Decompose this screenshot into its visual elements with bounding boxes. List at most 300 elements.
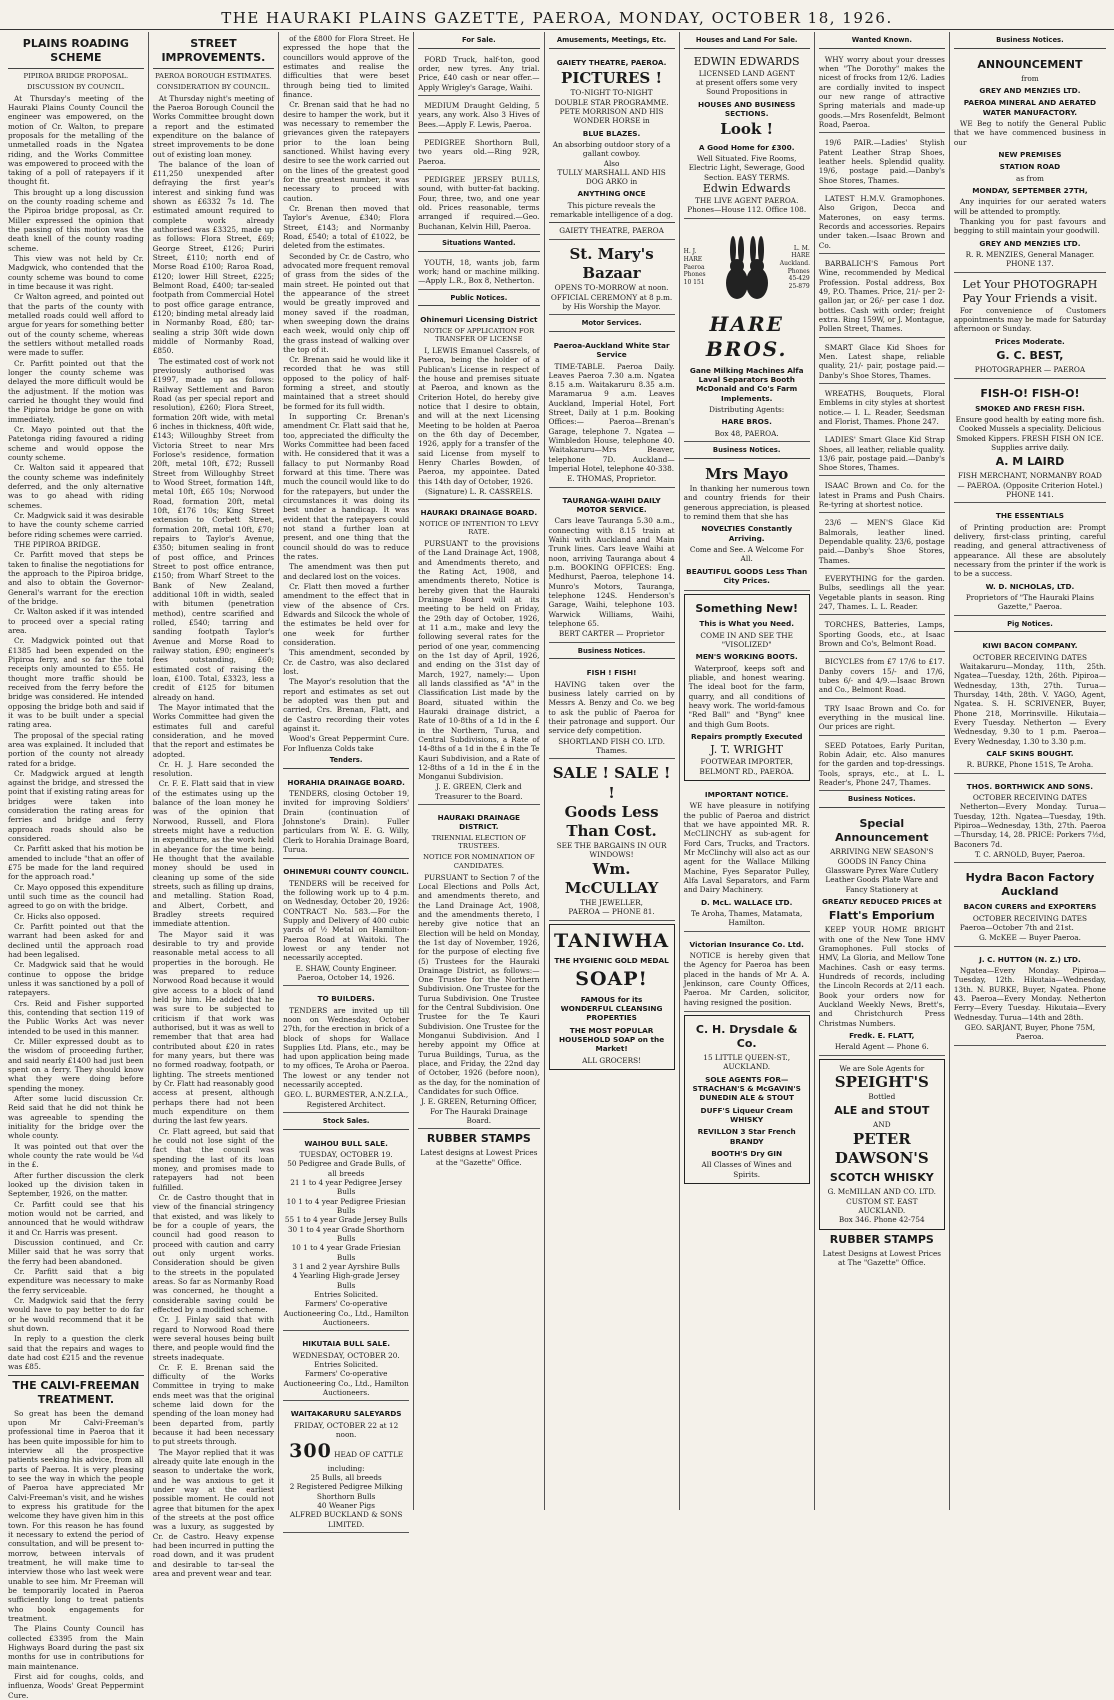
speights-bottled: Bottled <box>868 1092 896 1102</box>
paragraph: The Mayor intimated that the Works Committee had given the estimates full and careful consideration, and he moved that the report and estimates be adopted. <box>152 702 275 759</box>
taniwha-title: TANIWHA <box>553 929 670 952</box>
classified-ad: 19/6 PAIR.—Ladies' Stylish Patent Leather Strap Shoes, leather heels. Splendid quality. 19/6, postage paid.—Danby's Shoe Stores, Thames. <box>819 135 945 189</box>
motor-ad <box>549 335 675 488</box>
grey-phone: PHONE 137. <box>1006 259 1054 269</box>
motor-proprietor: E. THOMAS, Proprietor. <box>566 474 657 484</box>
fish-text: HAVING taken over the business lately carried on by Messrs A. Benzy and Co. we beg to ask the public of Paeroa for their patronage and support. Our service defy competition. <box>548 679 675 736</box>
paragraph: Cr Walton agreed, and pointed out that the parts of the county with metalled roads could well afford to argue for years for something better out of the county scheme, whereas the settlers without metalled roads were made to suffer. <box>8 292 144 358</box>
agent-offer: at present offers some very Sound Propositions in <box>696 78 798 97</box>
photo-heading: Let Your PHOTOGRAPH Pay Your Friends a visit. <box>962 277 1098 305</box>
pig-company: J. C. HUTTON (N. Z.) LTD. <box>979 954 1081 964</box>
sale-auctioneer: Farmers' Co-operative Auctioneering Co., Ltd., Hamilton Auctioneers. <box>283 1299 409 1328</box>
insurance-notice <box>684 934 810 1012</box>
sale-ad <box>549 761 675 920</box>
also-label: Also <box>603 158 620 168</box>
jeweller-phone: PAEROA — PHONE 81. <box>568 907 655 917</box>
soap-popular: THE MOST POPULAR HOUSEHOLD SOAP on the Market! <box>558 1025 665 1054</box>
grey-monday: MONDAY, SEPTEMBER 27TH, <box>972 186 1088 196</box>
pig-dates: Waitakaruru—Monday, 11th, 25th. Ngatea—Tuesday, 12th, 26th. Pipiroa—Wednesday, 13th, 27th. Turua—Thursday, 14th, 28th. V. YAGO, Agent, Ngatea. S. H. SCRIVENER, Buyer, Phone 218, Morrinsville. Hikutaia—Every Tuesday. Netherton — Every Wednesday, 9.30 to 1 p.m. Paeroa—Every Wednesday, 1.30 to 3.30 p.m. <box>953 661 1106 746</box>
calf-skins: CALF SKINS BOUGHT. <box>986 748 1074 758</box>
fish-title: FISH ! FISH! <box>586 668 637 678</box>
section-label: Tenders. <box>283 754 409 769</box>
flatt-ad <box>819 811 945 1055</box>
grey-orders: Any inquiries for our aerated waters will be attended to promptly. <box>953 197 1106 216</box>
pig-dates: Ngatea—Every Monday. Pipiroa—Tuesday, 12th. Hikutaia—Wednesday, 13th. N. BURKE, Buyer, Ngatea. Phone 43. Paeroa—Every Monday. Netherton Ferry—Every Tuesday. Hikutaia—Every Wednesday. Turua—14th and 28th. <box>953 965 1106 1022</box>
paragraph: THE PIPIROA BRIDGE. <box>14 539 101 549</box>
column-3 <box>279 32 414 1529</box>
pig-notice <box>954 949 1106 1046</box>
drysdale-ad <box>684 1015 810 1184</box>
paragraph: Cr. F. E. Brenan said the difficulty of the Works Committee in trying to make ends meet was that the original scheme laid down for the spending of the loan money had been departed from, partly because it had been necessary to put streets through. <box>152 1362 275 1447</box>
boots-repairs: Repairs promptly Executed <box>690 731 803 741</box>
agent-houses: HOUSES AND BUSINESS SECTIONS. <box>698 99 796 119</box>
sale-title: WAITAKARURU SALEYARDS <box>290 1409 402 1419</box>
bazaar-ceremony: OFFICIAL CEREMONY at 8 p.m. by His Worship the Mayor. <box>550 292 673 311</box>
stamps-ad-title: RUBBER STAMPS <box>829 1232 934 1246</box>
drysdale-revillon: REVILLON 3 Star French BRANDY <box>697 1127 796 1146</box>
mayo-ad <box>684 462 810 591</box>
hare-paeroa: H. J. HARE Paeroa Phones 10 151 <box>683 248 706 287</box>
film-desc: An absorbing outdoor story of a gallant cowboy. <box>552 139 671 159</box>
article-subhead: PIPIROA BRIDGE PROPOSAL. <box>23 72 129 81</box>
paragraph: Cr. Brenan then moved that Taylor's Avenue, £340; Flora Street, £143; and Normanby Road, £540; a total of £1022, be deleted from the estimates. <box>283 203 410 251</box>
dawson-title: PETER DAWSON'S <box>834 1129 929 1167</box>
mayo-welcome: Come and See. A Welcome For All. <box>689 544 804 564</box>
classified-ad: TORCHES, Batteries, Lamps, Sporting Goods, etc., at Isaac Brown and Co's, Belmont Road. <box>819 617 945 652</box>
sale-bargains: SEE THE BARGAINS IN OUR WINDOWS! <box>556 841 667 860</box>
paragraph: Cr. Parfitt could see that his motion would not be carried, and announced that he would withdraw it and Cr. Harris was present. <box>8 1199 144 1237</box>
paragraph: The proposal of the special rating area was explained. It included that portion of the county not already rated for a bridge. <box>8 730 144 768</box>
motor-timetable: TIME-TABLE. Paeroa Daily. Leaves Paeroa 7.30 a.m. Ngatea 8.15 a.m. Waitakaruru 8.35 a.m. Maramarua 9 a.m. Leaves Auckland, Imperial Hotel, Fort Street, Daily at 1 p.m. Booking Offices:— Paeroa—Brenan's Garage, telephone 7. Ngatea — Wimbledon House, telephone 40. Waitakaruru—Mrs Beaver, telephone 7D. Auckland—Imperial Hotel, telephone 40-338. <box>548 361 675 474</box>
paragraph: Cr. Madgwick said it was desirable to have the county scheme carried before riding schemes were carried. <box>8 510 144 539</box>
film-credit: PETE MORRISON AND HIS WONDER HORSE in <box>559 106 664 126</box>
paragraph: of the £800 for Flora Street. He expressed the hope that the councillors would approve of the estimates and realise the difficulties that were beset through being tied to limited finance. <box>283 34 410 99</box>
photo-name: G. C. BEST, <box>996 349 1064 363</box>
speights-sole: We are Sole Agents for <box>839 1063 925 1073</box>
column-8 <box>950 32 1110 1510</box>
tender-text: TENDERS are invited up till noon on Wednesday, October 27th, for the erection in brick of a block of shops for Wallace Supplies Ltd. Plans, etc., may be had upon application being made to my offices, Te Aroha or Paeroa. The lowest or any tender not necessarily accepted. <box>283 1005 410 1090</box>
nicholas-name: W. D. NICHOLAS, LTD. <box>985 581 1075 591</box>
pig-notice <box>954 865 1106 946</box>
pig-dates-heading: OCTOBER RECEIVING DATES <box>972 652 1087 662</box>
tonight-label: TO-NIGHT TO-NIGHT <box>570 88 653 98</box>
paragraph: Cr. F. E. Flatt said that in view of the estimates using up the balance of the loan money he was of the opinion that Norwood, Russell, and Flora streets might have a reduction in expenditure, as the work held in abeyance for the time being. He thought that the available money should be used in cleaning up some of the side streets, such as filling up drains, and metalling. Station Road, and Albert, Corbett, and Bradley streets required immediate attention. <box>152 779 275 929</box>
film-credit: TULLY MARSHALL AND HIS DOG ARKO in <box>557 167 666 187</box>
speights-and: AND <box>873 1120 891 1130</box>
grey-mineral: PAEROA MINERAL AND AERATED WATER MANUFACTORY. <box>963 98 1097 117</box>
public-notice <box>418 309 539 500</box>
paragraph: Cr. J. Finlay said that with regard to Norwood Road there were several houses being built there, and people would find the streets inadequate. <box>152 1315 275 1362</box>
paragraph: Cr. Madgwick said that the ferry would have to pay better to do far or he would recommend that it be shut down. <box>8 1295 144 1333</box>
paragraph: First aid for coughs, colds, and influenza, Woods' Great Peppermint Cure. <box>8 1671 144 1700</box>
classified-ad: BARBALICH'S Famous Port Wine, recommended by Medical Profession. Postal address, Box 49, P.O. Thames. Price, 21/- per 2-gallon jar, or 26/- per case 1 doz. bottles. Cash with order; freight extra. Ring 159W, or J. Montague, Pollen Street, Thames. <box>819 256 945 338</box>
flatt-arriving: ARRIVING NEW SEASON'S GOODS IN Fancy China Glassware Pyrex Ware Cutlery Leather Goods Plate Ware and Fancy Stationery at <box>825 847 939 894</box>
section-label: Business Notices. <box>684 444 810 459</box>
paragraph: After further discussion the clerk looked up the division taken in September, 1926, on the matter. <box>8 1170 144 1199</box>
sale-item: 25 Bulls, all breeds <box>310 1472 382 1482</box>
sale-title: SALE ! SALE ! ! <box>552 764 671 802</box>
column-1 <box>4 32 149 1700</box>
announce-from: from <box>1021 73 1039 83</box>
pig-notice <box>954 635 1106 773</box>
section-label: For Sale. <box>418 34 539 49</box>
paragraph: Cr. Parfitt said that a big expenditure was necessary to make the ferry serviceable. <box>8 1266 144 1295</box>
paragraph: Cr. Parfitt pointed out that the longer the county scheme was delayed the more difficult would be the adjustment. If the motion was carried he thought they would find the Pipiroa bridge be gone on with immediately. <box>8 358 144 424</box>
notice-title: IMPORTANT NOTICE. <box>704 790 789 800</box>
sale-date: WEDNESDAY, OCTOBER 20. <box>292 1350 400 1360</box>
paragraph: Cr. Parfitt moved that steps be taken to finalise the negotiations for the approach to the Pipiroa bridge, and also to obtain the Governor-General's warrant for the erection of the bridge. <box>8 550 144 606</box>
hare-auckland: L. M. HARE Auckland. Phones 45-429 25-879 <box>779 244 811 290</box>
theatre-name: GAIETY THEATRE, PAEROA. <box>556 57 667 67</box>
article-body <box>8 1409 144 1700</box>
grey-manager: R. R. MENZIES, General Manager. <box>965 250 1095 260</box>
speights-ad <box>819 1059 945 1230</box>
paragraph: The Mayor said it was desirable to try and provide reasonable metal access to all properties in the borough. He was prepared to reduce Norwood Road because it would give access to a block of land held by him. He added that he was sure to be subjected to criticism if that work was authorised, but it was as well to remember that that area had contributed about £20 in rates for many years, but there was no formed roadway, footpath, or lighting. The streets mentioned by Cr. Flatt had reasonably good access at present, although perhaps there had not been much expenditure on them during the last few years. <box>152 929 275 1126</box>
paragraph: It was pointed out that over the whole county the rate would be ¼d in the £. <box>8 1141 144 1170</box>
stamps-ad-text: Latest designs at Lowest Prices at the "Gazette" Office. <box>420 1148 538 1167</box>
classified-ad: SEED Potatoes, Early Puritan, Robin Adair, etc. Also manures for the garden and top-dressings. Tools, sprays, etc., at L. L. Reader's, Phone 247, Thames. <box>819 738 945 792</box>
paragraph: After some lucid discussion Cr. Reid said that he did not think he was agreeable to spending the initiality for the bridge over the whole county. <box>8 1093 144 1141</box>
essentials-heading: THE ESSENTIALS <box>995 511 1064 521</box>
paragraph: So great has been the demand upon Mr Calvi-Freeman's professional time in Paeroa that it has been quite impossible for him to interview all the prospective patients seeking his advice, from all parts of Paeroa. It is very pleasing to see the way in which the people of Paeroa have appreciated Mr Calvi-Freeman's visit, and he wishes to express his gratitude for the welcome they have given him in this town. For this reason he has found it necessary to extend the period of consultation, and will be present to-morrow, between intervals of treatment, he will make time to interview those who last week were unable to see him. Mr Freeman will be temporarily located in Paeroa sufficiently long to treat patients who book engagements for treatment. <box>8 1408 144 1623</box>
classified-ad: 23/6 — MEN'S Glace Kid Balmorals, leather lined. Dependable quality. 23/6, postage paid.—Danby's Shoe Stores, Thames. <box>819 515 945 569</box>
photo-prices: Prices Moderate. <box>995 336 1065 346</box>
hare-products: Gane Milking Machines Alfa Laval Separators Booth McDonald and Co's Farm Implements. <box>689 365 804 403</box>
fish-heading: FISH-O! FISH-O! <box>980 386 1080 400</box>
drysdale-classes: All Classes of Wines and Spirits. <box>701 1160 792 1179</box>
drysdale-agents: SOLE AGENTS FOR— STRACHAN'S & McGAVIN'S DUNEDIN ALE & STOUT <box>692 1074 801 1103</box>
article-body <box>283 34 409 753</box>
paragraph: Cr. Brenan said that he had no desire to hamper the work, but it was necessary to remember the grievances given the ratepayers prior to the loan being sanctioned. Whilst having every desire to see the work carried out on the lines of the greatest good for the greatest number, it was necessary to proceed with caution. <box>283 100 410 203</box>
land-agent-ad <box>684 52 810 219</box>
motor-proprietor: BERT CARTER — Proprietor <box>558 629 665 639</box>
sale-item: 40 Weaner Pigs <box>317 1500 375 1510</box>
section-label: Situations Wanted. <box>418 237 539 252</box>
classified-ad: ISAAC Brown and Co. for the latest in Prams and Push Chairs. Re-tyring at shortest notice. <box>819 478 945 513</box>
sale-goods: Goods Less Than Cost. <box>564 802 659 840</box>
soap-famous: FAMOUS for its WONDERFUL CLEANSING PROPERTIES <box>560 994 663 1023</box>
tender-notice <box>283 861 409 986</box>
cattle-count: 300 <box>289 1440 332 1463</box>
hare-logo-icon <box>717 228 777 308</box>
paragraph: The amendment was then put and declared lost on the voices. <box>283 562 410 581</box>
grey-beg: WE Beg to notify the General Public that we have commenced business in our <box>953 119 1106 147</box>
paragraph: The estimated cost of work not previously authorised was £1997, made up as follows: Railway Settlement and Baron Road (as per special report and resolution), £260; Flora Street, formation 20ft wide, with metal 6 inches in thickness, 40ft wide, £143; Willoughby Street from Victoria Street to near Mrs Forlose's residence, formation 20ft, metal 10ft, £72; Russell Street from Willoughby Street to Wood Street, formation 14ft, metal 10ft, £65 10s; Norwood Road, formation 20ft, metal 10ft, £176 10s; King Street extension to Corbett Street, formation 20ft, metal 10ft, £70; repairs to Taylor's Avenue, £350; bitumen sealing in front of post office, and Princes Street to post office entrance, £150; from Wharf Street to the Bank of New Zealand, additional 10ft in width, sealed with bitumen (penetration method), centre scarified and rolled, £540; tarring and sanding footpath Taylor's Avenue and Morse Road to railway station, £90; engineer's fees outstanding, £60; estimated cost of raising the loan, £100. Total, £3323, less a credit of £125 for bitumen already on hand. <box>152 356 275 702</box>
divider <box>8 68 144 69</box>
boots-ad <box>684 594 810 781</box>
section-label: Business Notices. <box>819 793 945 808</box>
stock-sale <box>283 1133 409 1332</box>
paragraph: Cr. Flatt agreed, but said that he could not lose sight of the fact that the council was spending the last of its loan money, and promises made to ratepayers had not been fulfilled. <box>152 1126 275 1192</box>
column-4 <box>414 32 544 1510</box>
tender-signature: E. SHAW, County Engineer. Paeroa, October 14, 1926. <box>295 963 397 982</box>
boots-visolized: COME IN AND SEE THE "VISOLIZED" <box>700 630 793 650</box>
pig-dates-heading: OCTOBER RECEIVING DATES <box>972 913 1087 923</box>
motor-ad <box>549 490 675 643</box>
home-details: Well Situated. Five Rooms, Electric Light, Sewerage, Good Section. EASY TERMS. <box>688 153 805 182</box>
hare-bros-ad <box>684 221 810 442</box>
mayo-text: In thanking her numerous town and country friends for their generous appreciation, is pleased to remind them that she has <box>683 484 810 521</box>
pig-company: KIWI BACON COMPANY. <box>982 641 1078 651</box>
column-2 <box>149 32 279 1579</box>
classified-ad: TRY Isaac Brown and Co. for everything in the musical line. Our prices are right. <box>819 701 945 736</box>
pictures-heading: PICTURES ! <box>561 69 663 88</box>
boots-address: FOOTWEAR IMPORTER, BELMONT RD., PAEROA. <box>699 757 794 776</box>
sale-item: 3 1 and 2 year Ayrshire Bulls <box>292 1262 400 1272</box>
notice-title: Victorian Insurance Co. Ltd. <box>689 939 804 949</box>
section-label: Motor Services. <box>549 317 675 332</box>
section-label: Business Notices. <box>954 34 1106 49</box>
motor-timetable: Cars leave Tauranga 5.30 a.m., connecting with 8.15 train at Waihi with Auckland and Main Trunk lines. Cars leave Waihi at noon, arriving Tauranga about 4 p.m. BOOKING OFFICES: Eng. Medhurst, Paeroa, telephone 14. Munro's Motors, Tauranga, telephone 124S. Henderson's Garage, Waihi, telephone 103. Warwick Williams, Waihi, telephone 65. <box>548 516 675 629</box>
notice-company: D. McL. WALLACE LTD. <box>701 897 793 907</box>
tender-text: TENDERS will be received for the following work up to 4 p.m. on Wednesday, October 20, 1926: CONTRACT No. 583.—For the Supply and Delivery of 400 cubic yards of ½ Metal on Hamilton-Paeroa Road at Waitoki. The lowest or any tender not necessarily accepted. <box>283 878 410 963</box>
mayo-novelties: NOVELTIES Constantly Arriving. <box>701 524 793 543</box>
motor-title: Paeroa-Auckland White Star Service <box>553 340 670 360</box>
tender-signature: GEO. L. BURMESTER, A.N.Z.I.A., Registered Architect. <box>284 1090 409 1109</box>
film-title: BLUE BLAZES. <box>582 128 641 138</box>
stamps-ad-title: RUBBER STAMPS <box>426 1132 531 1146</box>
paragraph: Seconded by Cr. de Castro, who advocated more frequent removal of grass from the sides of the main street. He pointed out that the appearance of the street would be greatly improved and money saved if the roadman, when sweeping down the drains each week, would only chip off the grass instead of walking over the top of it. <box>283 251 410 354</box>
something-new: Something New! <box>695 602 799 616</box>
sale-item: 50 Pedigree and Grade Bulls, of all breeds <box>287 1159 406 1178</box>
notice-signature: J. E. GREEN, Returning Officer, For The Hauraki Drainage Board. <box>420 1097 537 1126</box>
paragraph: Discussion continued, and Cr. Miller said that he was sorry that the ferry had been abandoned. <box>8 1237 144 1266</box>
paragraph: In supporting Cr. Brenan's amendment Cr. Flatt said that he, too, appreciated the difficulty the Works Committee had been faced with. He considered that it was a fallacy to put Normanby Road forward at this time. There was much the council would like to do for the ratepayers, but under the circumstances it was doing its best under a handicap. It was evident that the ratepayers could not stand a further loan at present, and one thing that the council should do was to reduce the rates. <box>283 412 410 562</box>
notice-text: WE have pleasure in notifying the public of Paeroa and district that we have appointed MR. R. McCLINCHY as sub-agent for Ford Cars, Trucks, and Tractors. Mr McClinchy will also act as our agent for the Wallace Milking Machine, Fyes Separator Pulley, Alfa Laval Separators, and Farm and Dairy Machinery. <box>683 801 810 895</box>
printing-ad <box>954 505 1106 615</box>
notice-subtitle: NOTICE FOR NOMINATION OF CANDIDATES. <box>423 853 535 870</box>
masthead: THE HAURAKI PLAINS GAZETTE, PAEROA, MONDAY, OCTOBER 18, 1926. <box>0 0 1114 30</box>
classified-ad: EVERYTHING for the garden. Bulbs, seedlings all the year. Vegetable plants in season. Ring 247, Thames. L. L. Reader. <box>819 571 945 615</box>
bazaar-ad <box>549 242 675 315</box>
notice-signature: (Signature) L. R. CASSRELS. <box>425 486 533 496</box>
article-body <box>8 94 144 1372</box>
paragraph: Cr. Parfitt pointed out that the warrant had been asked for and declined until the approach road had been legalised. <box>8 922 144 960</box>
paragraph: Cr. Miller expressed doubt as to the wisdom of proceeding further, and said nearly £1400 had just been spent on a ferry. They should know what they were doing before spending the money. <box>8 1037 144 1093</box>
photo-text: For convenience of Customers appointments may be made for Saturday afternoon or Sunday. <box>953 305 1106 334</box>
grey-station: STATION ROAD <box>999 162 1061 172</box>
speights-ale: ALE and STOUT <box>834 1104 930 1118</box>
sale-item: 2 Registered Pedigree Milking Shorthorn Bulls <box>289 1482 403 1501</box>
classified-ad: LATEST H.M.V. Gramophones. Also Grigon, Decca and Materones, on easy terms. Records and accessories. Repairs under taken.—Isaac Brown and Co. <box>819 191 945 254</box>
drysdale-booth: BOOTH'S Dry GIN <box>711 1149 783 1159</box>
classified-ad: PEDIGREE Shorthorn Bull, two years old.—Ring 92R, Paeroa. <box>418 135 539 170</box>
fish-ad <box>549 662 675 759</box>
sale-item: including: <box>327 1463 365 1473</box>
article-headline: PLAINS ROADING SCHEME <box>22 37 129 65</box>
paragraph: Crs. Reid and Fisher supported this, contending that section 119 of the Public Works Act was never intended to be used in this manner. <box>8 998 144 1036</box>
notice-text: I, LEWIS Emanuel Cassrels, of Paeroa, being the holder of a Publican's License in respect of the house and premises situate at Paeroa, and known as the Criterion Hotel, do hereby give notice that I desire to obtain, and will at the next Licensing Meeting to be holden at Paeroa on the 6th day of December, 1926, apply for a transfer of the said License from myself to Henry Charles Bowden, of Paeroa, my appointee. Dated this 14th day of October, 1926. <box>418 346 540 486</box>
notice-subtitle: NOTICE OF INTENTION TO LEVY RATE. <box>419 519 539 537</box>
section-label: Houses and Land For Sale. <box>684 34 810 49</box>
notice-text: PURSUANT to Section 7 of the Local Elections and Polls Act, and amendments thereto, and the Land Drainage Act, 1908, and the amendments thereto, I hereby give notice that an Election will be held on Monday, the 1st day of November, 1926, for the purpose of electing five (5) Trustees for the Hauraki Drainage District, as follows:— One Trustee for the Northern Subdivision. One Trustee for the Turua Subdivision. One Trustee for the Central Subdivision. One Trustee for the Te Kauri Subdivision. One Trustee for the Monganui Subdivision. And I hereby appoint my Office at Turua Buildings, Turua, as the place, and Friday, the 22nd day of October, 1926 (before noon), as the day, for the nomination of Candidates for such Office. <box>418 872 540 1097</box>
grey-name: GREY AND MENZIES LTD. <box>979 238 1081 248</box>
agent-phones: Phones—House 112. Office 108. <box>687 205 807 215</box>
grey-asfrom: as from <box>1015 173 1044 183</box>
section-label: Wanted Known. <box>819 34 945 49</box>
tender-title: HORAHIA DRAINAGE BOARD. <box>287 777 405 787</box>
taniwha-sub: THE HYGIENIC GOLD MEDAL <box>554 956 669 966</box>
speights-title: SPEIGHT'S <box>834 1072 929 1091</box>
column-7 <box>815 32 950 1510</box>
section-label: Business Notices. <box>549 645 675 660</box>
boots-text: Waterproof, keeps soft and pliable, and honest wearing. The ideal boot for the farm, quarry, and all conditions of heavy work. The world-famous "Red Ball" and "Byng" knee and thigh Gum Boots. <box>688 663 805 729</box>
agent-name: Edwin Edwards <box>702 181 791 195</box>
drysdale-address: 15 LITTLE QUEEN-ST., AUCKLAND. <box>703 1053 791 1072</box>
fish-company: SHORTLAND FISH CO. LTD. Thames. <box>558 736 665 755</box>
announce-heading: ANNOUNCEMENT <box>977 57 1083 71</box>
jeweller-name: Wm. McCULLAY <box>564 859 659 897</box>
drysdale-name: C. H. Drysdale & Co. <box>695 1022 798 1050</box>
notice-locations: Te Aroha, Thames, Matamata, Hamilton. <box>691 908 803 928</box>
pig-notice <box>954 776 1106 864</box>
sale-title: HIKUTAIA BULL SALE. <box>302 1339 391 1349</box>
paragraph: Cr. Flatt then moved a further amendment to the effect that in view of the absence of Crs. Edwards and Silcock the whole of the estimates be held over for one week for further consideration. <box>283 582 410 647</box>
pig-buyer: G. McKEE — Buyer Paeroa. <box>978 933 1081 943</box>
dawson-whisky: SCOTCH WHISKY <box>829 1171 934 1185</box>
flatt-herald: Herald Agent — Phone 6. <box>834 1042 929 1052</box>
boots-title: MEN'S WORKING BOOTS. <box>695 652 798 662</box>
mcmillan-address: CUSTOM ST. EAST AUCKLAND. <box>846 1196 918 1215</box>
sale-items <box>283 1159 409 1290</box>
classified-ad: WREATHS, Bouquets, Floral Emblems in city styles at shortest notice.— I. L. Reader, Seedsman and Florist, Thames. Phone 247. <box>819 386 945 430</box>
pig-dates-heading: OCTOBER RECEIVING DATES <box>972 792 1087 802</box>
article-subhead: DISCUSSION BY COUNCIL. <box>26 82 125 91</box>
theatre-name: GAIETY THEATRE, PAEROA <box>559 226 664 236</box>
tender-text: TENDERS, closing October 19, invited for improving Soldiers' Drain (continuation of Johnstone's Drain). Fuller particulars from W. E. G. Willy, Clerk to Horahia Drainage Board, Turua. <box>283 788 410 854</box>
notice-subtitle: NOTICE OF APPLICATION FOR TRANSFER OF LICENSE <box>423 326 535 344</box>
special-heading: Special Announcement <box>835 817 929 845</box>
flatt-name: Flatt's Emporium <box>828 909 935 923</box>
mcmillan-name: G. McMILLAN AND CO. LTD. <box>827 1187 937 1197</box>
mayo-name: Mrs Mayo <box>705 464 789 483</box>
public-notice <box>418 502 539 805</box>
grey-premises: NEW PREMISES <box>998 150 1062 160</box>
boots-seller: J. T. WRIGHT <box>710 743 784 757</box>
boots-want: This is What you Need. <box>699 619 795 629</box>
stock-sale <box>283 1333 409 1401</box>
sale-item: 55 1 to 4 year Grade Jersey Bulls <box>284 1215 408 1225</box>
hare-name: HARE BROS. <box>721 417 772 427</box>
sale-title: WAIHOU BULL SALE. <box>304 1138 388 1148</box>
article-headline: STREET IMPROVEMENTS. <box>161 37 266 65</box>
grey-name: GREY AND MENZIES LTD. <box>979 86 1081 96</box>
article-subhead: PAEROA BOROUGH ESTIMATES. <box>155 72 272 81</box>
classified-ad: PEDIGREE JERSEY BULLS, sound, with butter-fat backing. Four, three, two, and one year old. Prices reasonable, terms arranged if required.—Geo. Buchanan, Kelvin Hill, Paeroa. <box>418 172 539 235</box>
classified-ad: SMART Glace Kid Shoes for Men. Latest shape, reliable quality, 21/- pair, postage paid.—Danby's Shoe Stores, Thames. <box>819 340 945 384</box>
notice-title: Ohinemuri Licensing District <box>420 315 538 325</box>
section-label: Pig Notices. <box>954 618 1106 633</box>
notice-text: NOTICE is hereby given that the Agency for Paeroa has been placed in the hands of Mr A. A. Jenkinson, care County Offices, Paeroa. Mr Carden, solicitor, having resigned the position. <box>683 950 810 1007</box>
bazaar-title: St. Mary's Bazaar <box>569 244 654 282</box>
important-notice <box>684 784 810 932</box>
drysdale-duff: DUFF'S Liqueur Cream WHISKY <box>700 1105 793 1125</box>
taniwha-ad <box>549 924 675 1070</box>
programme-label: DOUBLE STAR PROGRAMME. <box>554 97 669 107</box>
sale-auctioneer: ALFRED BUCKLAND & SONS LIMITED. <box>289 1510 403 1529</box>
theatre-ad <box>549 52 675 240</box>
notice-signature: J. E. GREEN, Clerk and Treasurer to the Board. <box>435 782 523 801</box>
sale-item: 10 1 to 4 year Pedigree Friesian Bulls <box>286 1196 406 1216</box>
notice-subtitle: TRIENNIAL ELECTION OF TRUSTEES. <box>431 833 526 851</box>
public-notice <box>418 807 539 1129</box>
sale-items <box>283 1464 409 1511</box>
paragraph: Cr. Walton asked if it was intended to proceed over a special rating area. <box>8 607 144 635</box>
paragraph: This brought up a long discussion on the county roading scheme and the Pipiroa bridge proposal, as Cr. Miller expressed the opinion that the passing of this motion was the death knell of the county roading scheme. <box>8 187 144 253</box>
section-label: Public Notices. <box>418 292 539 307</box>
pig-company: Hydra Bacon Factory Auckland <box>965 871 1095 899</box>
paragraph: Cr. Madgwick said that he would continue to oppose the bridge unless it was sanctioned by a poll of ratepayers. <box>8 960 144 998</box>
classified-ad: WHY worry about your dresses when "The Dorothy" makes the nicest of frocks from 12/6. Ladies are cordially invited to inspect our new range of attractive Spring materials and made-up goods.—Mrs Rosenfeldt, Belmont Road, Paeroa. <box>819 52 945 134</box>
tender-notice <box>283 988 409 1113</box>
fish-ensure: Ensure good health by eating more fish. Cooked Mussels a speciality. Delicious Smoked Kippers. FRESH FISH ON ICE. Supplies arrive daily. <box>955 414 1105 452</box>
article-body <box>153 94 274 1579</box>
paragraph: Cr. de Castro thought that in view of the financial stringency that existed, and was likely to be for a couple of years, the council had good reason to proceed with caution and carry out only urgent works. Consideration should be given to the streets in the populated areas. So far as Normanby Road was concerned, he thought a considerable saving could be effected by a modified scheme. <box>152 1192 275 1314</box>
column-6 <box>680 32 815 1510</box>
sale-date: FRIDAY, OCTOBER 22 at 12 noon. <box>294 1420 399 1439</box>
paragraph: Cr. Madgwick pointed out that £1385 had been expended on the Pipiroa ferry, and so far the total receipts only amounted to £55. He thought more traffic should be received from the ferry before the bridge was considered. He intended opposing the bridge both and said if it was to be built under a special rating area. <box>8 636 144 730</box>
tender-notice <box>283 772 409 860</box>
pig-company: THOS. BORTHWICK AND SONS. <box>966 781 1094 791</box>
classified-ad: LADIES' Smart Glace Kid Strap Shoes, all leather, reliable quality. 13/6 pair, postage paid.—Danby's Shoe Stores, Thames. <box>819 432 945 476</box>
paragraph: The Mayor's resolution that the report and estimates as set out be adopted was then put and carried, Crs. Brenan, Flatt, and de Castro recording their votes against it. <box>283 677 410 733</box>
tender-title: OHINEMURI COUNTY COUNCIL. <box>283 867 409 877</box>
classified-ad: BICYCLES from £7 17/6 to £17. Danby covers 15/- and 17/6, tubes 6/- and 4/9.—Isaac Brown and Co., Belmont Road. <box>819 654 945 698</box>
wanted-known-list <box>819 52 945 792</box>
paragraph: At Thursday's meeting of the Hauraki Plains County Council the engineer was empowered, on the motion of Cr. Walton, to prepare proposals for the metalling of the unmetalled roads in the Ngatea riding, and the Works Committee was empowered to proceed with the taking of a poll of ratepayers if it thought fit. <box>8 93 144 187</box>
sale-item: 10 1 to 4 year Grade Friesian Bulls <box>291 1243 401 1262</box>
sale-date: TUESDAY, OCTOBER 19. <box>299 1150 393 1160</box>
laird-fish-ad <box>954 381 1106 504</box>
paragraph: Cr. Walton said it appeared that the county scheme was indefinitely deferred, and the only alternative was to go ahead with riding schemes. <box>8 463 144 510</box>
article-headline: THE CALVI-FREEMAN TREATMENT. <box>12 1378 140 1406</box>
paragraph: Cr. H. J. Hare seconded the resolution. <box>152 759 275 779</box>
fish-merchant-name: A. M LAIRD <box>995 455 1065 469</box>
fish-smoked: SMOKED AND FRESH FISH. <box>975 403 1085 413</box>
flatt-owner: Fredk. E. FLATT, <box>849 1030 915 1040</box>
agent-name: EDWIN EDWARDS <box>693 54 800 68</box>
bazaar-text: OPENS TO-MORROW at noon. <box>554 283 669 293</box>
cattle-label: HEAD OF CATTLE <box>334 1450 404 1460</box>
pig-dates: Paeroa—October 7th and 21st. <box>959 923 1074 932</box>
mcmillan-box: Box 346. Phone 42-754 <box>838 1215 925 1225</box>
flatt-text: KEEP YOUR HOME BRIGHT with one of the New Tone HMV Gramophones. Full stocks of HMV, La Gloria, and Mellow Tone Machines. Cash or easy terms. Hundreds of records, including the Lincoln Records at 2/11 each. Book your orders now for Auckland Weekly News, Brett's, and Christchurch Press Christmas Numbers. <box>818 925 945 1028</box>
section-label: Stock Sales. <box>283 1115 409 1130</box>
sale-entries: Entries Solicited. <box>314 1290 379 1300</box>
pig-buyer: T. C. ARNOLD, Buyer, Paeroa. <box>974 849 1086 859</box>
soap-title: SOAP! <box>575 968 648 991</box>
paragraph: This amendment, seconded by Cr. de Castro, was also declared lost. <box>283 648 410 676</box>
film-desc: This picture reveals the remarkable intelligence of a dog. <box>550 200 673 220</box>
photo-title: PHOTOGRAPHER — PAEROA <box>974 365 1086 375</box>
soap-grocers: ALL GROCERS! <box>582 1055 642 1065</box>
essentials-text: of Printing production are: Prompt delivery, first-class printing, careful reading, and general attractiveness of appearance. All these are absolutely necessary from the printer if the work is to be a success. <box>953 522 1106 579</box>
paragraph: In reply to a question the clerk said that the repairs and wages to date had cost £215 and the revenue was £85. <box>8 1334 144 1372</box>
stock-sale <box>283 1403 409 1533</box>
divider <box>153 68 274 69</box>
classified-ad: FORD Truck, half-ton, good order, new tyres. Any trial. Price, £40 cash or near offer.—Apply Wrigley's Garage, Waihi. <box>418 52 539 96</box>
paragraph: Wood's Great Peppermint Cure. For Influenza Colds take <box>283 734 410 753</box>
classified-ad: MEDIUM Draught Gelding, 5 years, any work. Also 3 Hives of Bees.—Apply F. Lewis, Paeroa. <box>418 98 539 133</box>
motor-title: TAURANGA-WAIHI DAILY MOTOR SERVICE. <box>562 495 661 515</box>
hare-brand: HARE BROS. <box>705 311 788 362</box>
grey-menzies-ad <box>954 52 1106 273</box>
paragraph: At Thursday night's meeting of the Paeroa Borough Council the Works Committee brought down a report and the estimated expenditure on the balance of street improvements to be done out of existing loan money. <box>152 93 275 159</box>
fish-merchant-address: FISH MERCHANT, NORMANBY ROAD — PAEROA. (Opposite Criterion Hotel.) PHONE 141. <box>957 471 1103 499</box>
section-label: Amusements, Meetings, Etc. <box>549 34 675 49</box>
pig-dates: Netherton—Every Monday. Turua—Tuesday, 12th. Ngatea—Tuesday, 19th. Pipiroa—Wednesday, 13th, 27th. Paeroa—Thursday, 14, 28. PRICE: Porkers 7½d, Baconers 7d. <box>953 802 1106 849</box>
photographer-ad <box>954 275 1106 379</box>
